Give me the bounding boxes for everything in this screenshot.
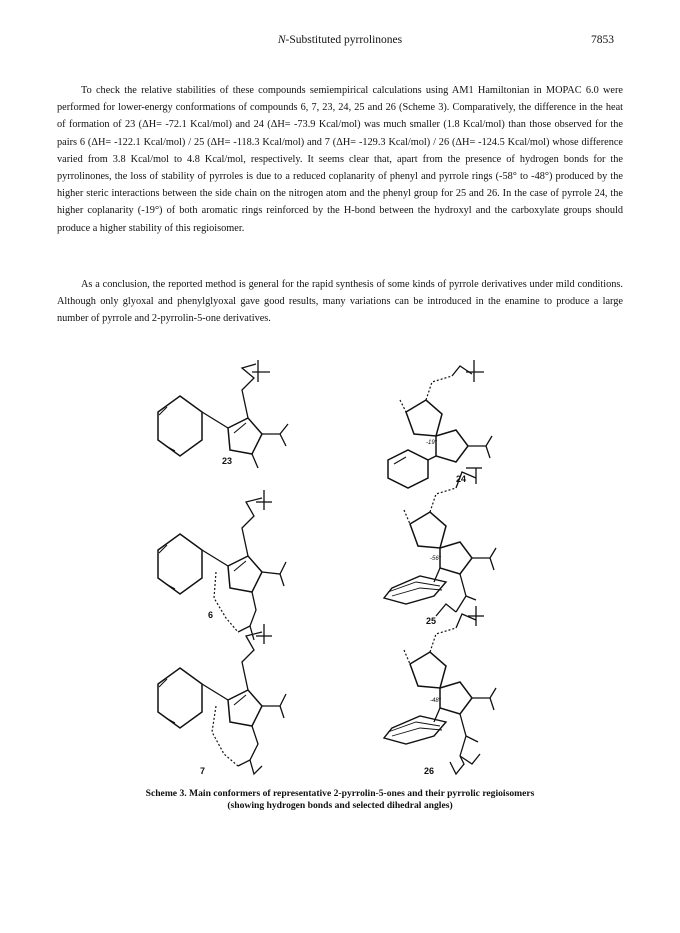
label-26: 26 — [424, 766, 435, 776]
label-7: 7 — [200, 766, 206, 776]
paragraph-conclusion — [57, 276, 623, 328]
page-number: 7853 — [591, 34, 614, 46]
angle-24: -19° — [426, 440, 438, 446]
paragraph-stability — [57, 82, 623, 237]
label-24: 24 — [456, 474, 467, 484]
header-title-rest: -Substituted pyrrolinones — [285, 34, 403, 46]
molecule-26 — [384, 606, 496, 776]
paragraph-conclusion-text: As a conclusion, the reported method is general for the rapid synthesis of some kinds of pyrrole derivatives under mild conditions. Although only glyoxal and phenylglyoxal gave good results, many variations can be introduced in the enamine to produce a large number of pyrrole and 2-pyrrolin-5-one derivatives. — [57, 279, 623, 325]
label-23: 23 — [222, 456, 233, 466]
label-25: 25 — [426, 616, 437, 626]
scheme-caption-line2: (showing hydrogen bonds and selected dihedral angles) — [227, 800, 453, 811]
molecule-7 — [158, 624, 286, 776]
angle-25: -56° — [430, 556, 442, 562]
label-6: 6 — [208, 610, 214, 620]
molecule-6 — [158, 490, 286, 640]
running-header-title — [0, 34, 680, 46]
angle-26: -48° — [430, 698, 442, 704]
paragraph-stability-text: To check the relative stabilities of these compounds semiempirical calculations using AM1 Hamiltonian in MOPAC 6.0 were performed for lower-energy conformations of compounds 6, 7, 23, 24, 25 and 26 (Scheme 3). Comparatively, the difference in the heat of formation of 23 (ΔH= -72.1 Kcal/mol) and 24 (ΔH= -73.9 Kcal/mol) was much smaller (1.8 Kcal/mol) than those observed for the pairs 6 (ΔH= -122.1 Kcal/mol) / 25 (ΔH= -118.3 Kcal/mol) and 7 (ΔH= -129.3 Kcal/mol) / 26 (ΔH= -124.5 Kcal/mol) whose difference varied from 3.8 Kcal/mol to 4.8 Kcal/mol, respectively. It seems clear that, apart from the presence of hydrogen bonds for the pyrrolinones, the loss of stability of pyrroles is due to a reduced coplanarity of phenyl and pyrrole rings (-58° to -48°) produced by the higher steric interactions between the side chain on the nitrogen atom and the phenyl group for 25 and 26. In the case of pyrrole 24, the higher coplanarity (-19°) of both aromatic rings reinforced by the H-bond between the hydroxyl and the carboxylate groups should produce a higher stability of this regioisomer. — [57, 85, 623, 234]
molecule-23 — [158, 360, 288, 468]
scheme-3-figure — [130, 360, 560, 790]
scheme-caption-line1: Scheme 3. Main conformers of representative 2-pyrrolin-5-ones and their pyrrolic regioisomers — [145, 788, 535, 799]
molecule-25 — [384, 468, 496, 626]
header-title-italic: N — [277, 34, 286, 46]
